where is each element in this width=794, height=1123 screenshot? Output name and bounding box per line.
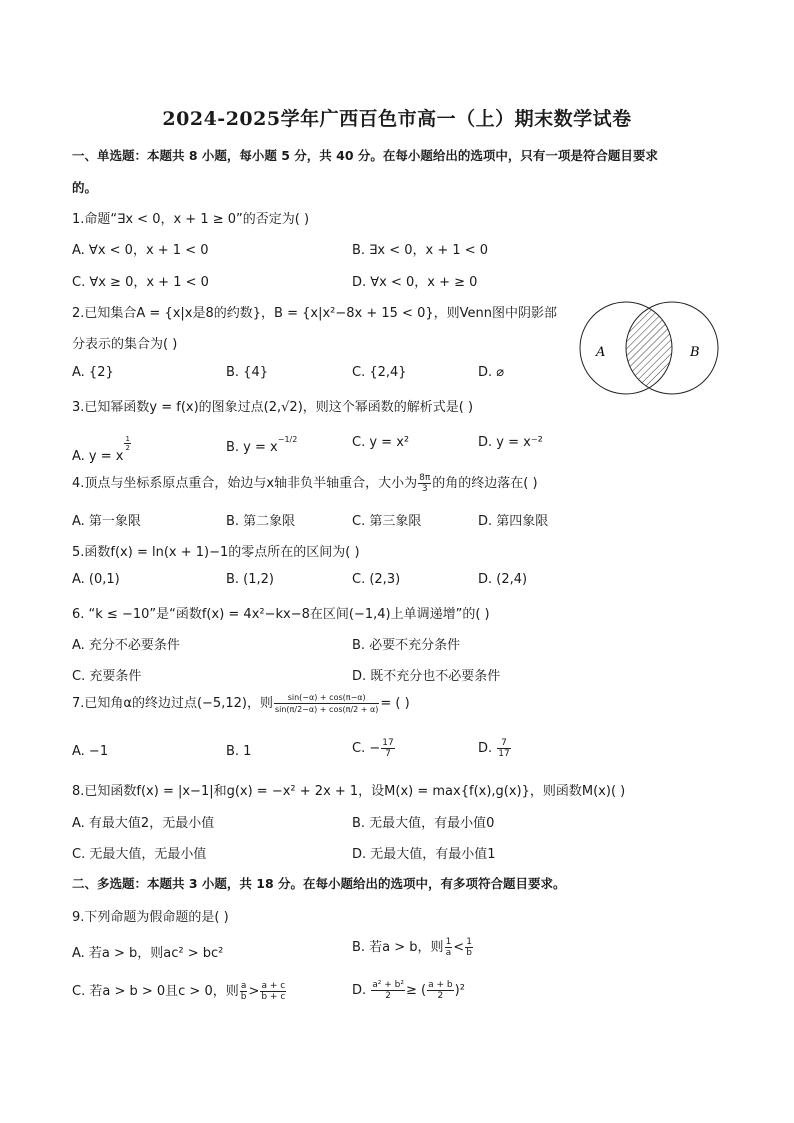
- q3-option-a: [72, 435, 132, 464]
- q3-stem: 3.已知幂函数y = f(x)的图象过点(2,√2)，则这个幂函数的解析式是( ): [72, 400, 474, 415]
- q8-stem: 8.已知函数f(x) = |x−1|和g(x) = −x² + 2x + 1，设M(x) = max{f(x),g(x)}，则函数M(x)( ): [72, 784, 626, 799]
- q1-stem: 1.命题“∃x < 0，x + 1 ≥ 0”的否定为( ): [72, 212, 310, 227]
- q4-option-d: D. 第四象限: [478, 514, 549, 529]
- q1-option-d: D. ∀x < 0，x + ≥ 0: [352, 275, 478, 290]
- venn-label-b: B: [690, 345, 700, 360]
- q2-stem: 2.已知集合A = {x|x是8的约数}，B = {x|x²−8x + 15 < 0}，则Venn图中阴影部: [72, 306, 557, 321]
- q9-option-d: D. $\frac{\text{a² + b²}}{2}$ ≥ ( $\frac{a + b}{2}$ )²: [352, 980, 465, 1001]
- q6-option-d: D. 既不充分也不必要条件: [352, 669, 501, 684]
- section-2-header: 二、多选题：本题共 3 小题，共 18 分。在每小题给出的选项中，有多项符合题目要求。: [72, 876, 566, 891]
- q7-option-a: A. −1: [72, 744, 109, 759]
- q1-option-c: C. ∀x ≥ 0，x + 1 < 0: [72, 275, 209, 290]
- q3-option-b-exponent: −1/2: [277, 435, 298, 444]
- q3-option-d: D. y = x⁻²: [478, 435, 543, 450]
- q4-option-a: A. 第一象限: [72, 514, 141, 529]
- section-1-header-cont: 的。: [72, 180, 98, 195]
- q2-option-b: B. {4}: [226, 365, 268, 380]
- q3-option-b: [226, 435, 297, 455]
- q9-option-a: A. 若a > b，则ac² > bc²: [72, 946, 224, 961]
- q9-option-c: C. 若a > b > 0且c > 0，则 $\frac{a}{b}$ > $\frac{a + c}{b + c}$: [72, 981, 286, 1002]
- q2-stem-cont: 分表示的集合为( ): [72, 337, 178, 352]
- q4-option-b: B. 第二象限: [226, 514, 296, 529]
- q5-option-a: A. (0,1): [72, 572, 120, 587]
- q7-option-b: B. 1: [226, 744, 252, 759]
- q4-angle-fraction: $\frac{8\pi}{3}$: [419, 473, 431, 494]
- q7-stem: 7.已知角α的终边过点(−5,12)，则 $\frac{\sin(-\alpha) + \cos(\pi-\alpha)}{\sin(\pi/2-\alpha) + \cos(\pi/2 + \alpha)}$ = ( ): [72, 693, 410, 714]
- section-1-header: 一、单选题：本题共 8 小题，每小题 5 分，共 40 分。在每小题给出的选项中，只有一项是符合题目要求: [72, 148, 658, 163]
- q1-option-a: A. ∀x < 0，x + 1 < 0: [72, 243, 209, 258]
- q1-option-b: B. ∃x < 0，x + 1 < 0: [352, 243, 489, 258]
- q8-option-c: C. 无最大值，无最小值: [72, 847, 207, 862]
- q3-option-c: C. y = x²: [352, 435, 410, 450]
- q7-expression-fraction: $\frac{\sin(-\alpha) + \cos(\pi-\alpha)}{\sin(\pi/2-\alpha) + \cos(\pi/2 + \alpha)}$: [274, 693, 379, 714]
- q7-option-c: C. − $\frac{17}{7}$: [352, 738, 394, 759]
- q7-option-d: D. $\frac{7}{17}$: [478, 738, 510, 759]
- q6-option-a: A. 充分不必要条件: [72, 638, 180, 653]
- q2-option-d: D. ⌀: [478, 365, 505, 380]
- q8-option-b: B. 无最大值，有最小值0: [352, 816, 495, 831]
- q3-option-a-base: A. y = x: [72, 449, 124, 464]
- q5-stem: 5.函数f(x) = ln(x + 1)−1的零点所在的区间为( ): [72, 545, 360, 560]
- q4-stem: 4.顶点与坐标系原点重合，始边与x轴非负半轴重合，大小为 $\frac{8\pi}{3}$ 的角的终边落在( ): [72, 473, 538, 494]
- q5-option-c: C. (2,3): [352, 572, 401, 587]
- q6-option-c: C. 充要条件: [72, 669, 142, 684]
- page-title: 2024-2025学年广西百色市高一（上）期末数学试卷: [162, 108, 632, 130]
- venn-label-a: A: [596, 345, 606, 360]
- q6-stem: 6. “k ≤ −10”是“函数f(x) = 4x²−kx−8在区间(−1,4)上单调递增”的( ): [72, 607, 490, 622]
- q9-option-b: B. 若a > b，则 $\frac{1}{a}$ < $\frac{1}{b}$: [352, 937, 472, 958]
- q9-stem: 9.下列命题为假命题的是( ): [72, 910, 229, 925]
- q8-option-a: A. 有最大值2，无最小值: [72, 816, 215, 831]
- q3-option-a-exponent: $\frac{1}{2}$: [125, 435, 130, 452]
- q8-option-d: D. 无最大值，有最小值1: [352, 847, 496, 862]
- venn-diagram: [576, 300, 726, 396]
- q2-option-a: A. {2}: [72, 365, 114, 380]
- q5-option-b: B. (1,2): [226, 572, 275, 587]
- q5-option-d: D. (2,4): [478, 572, 528, 587]
- q2-option-c: C. {2,4}: [352, 365, 407, 380]
- q6-option-b: B. 必要不充分条件: [352, 638, 461, 653]
- q4-option-c: C. 第三象限: [352, 514, 422, 529]
- q3-option-b-base: B. y = x: [226, 440, 278, 455]
